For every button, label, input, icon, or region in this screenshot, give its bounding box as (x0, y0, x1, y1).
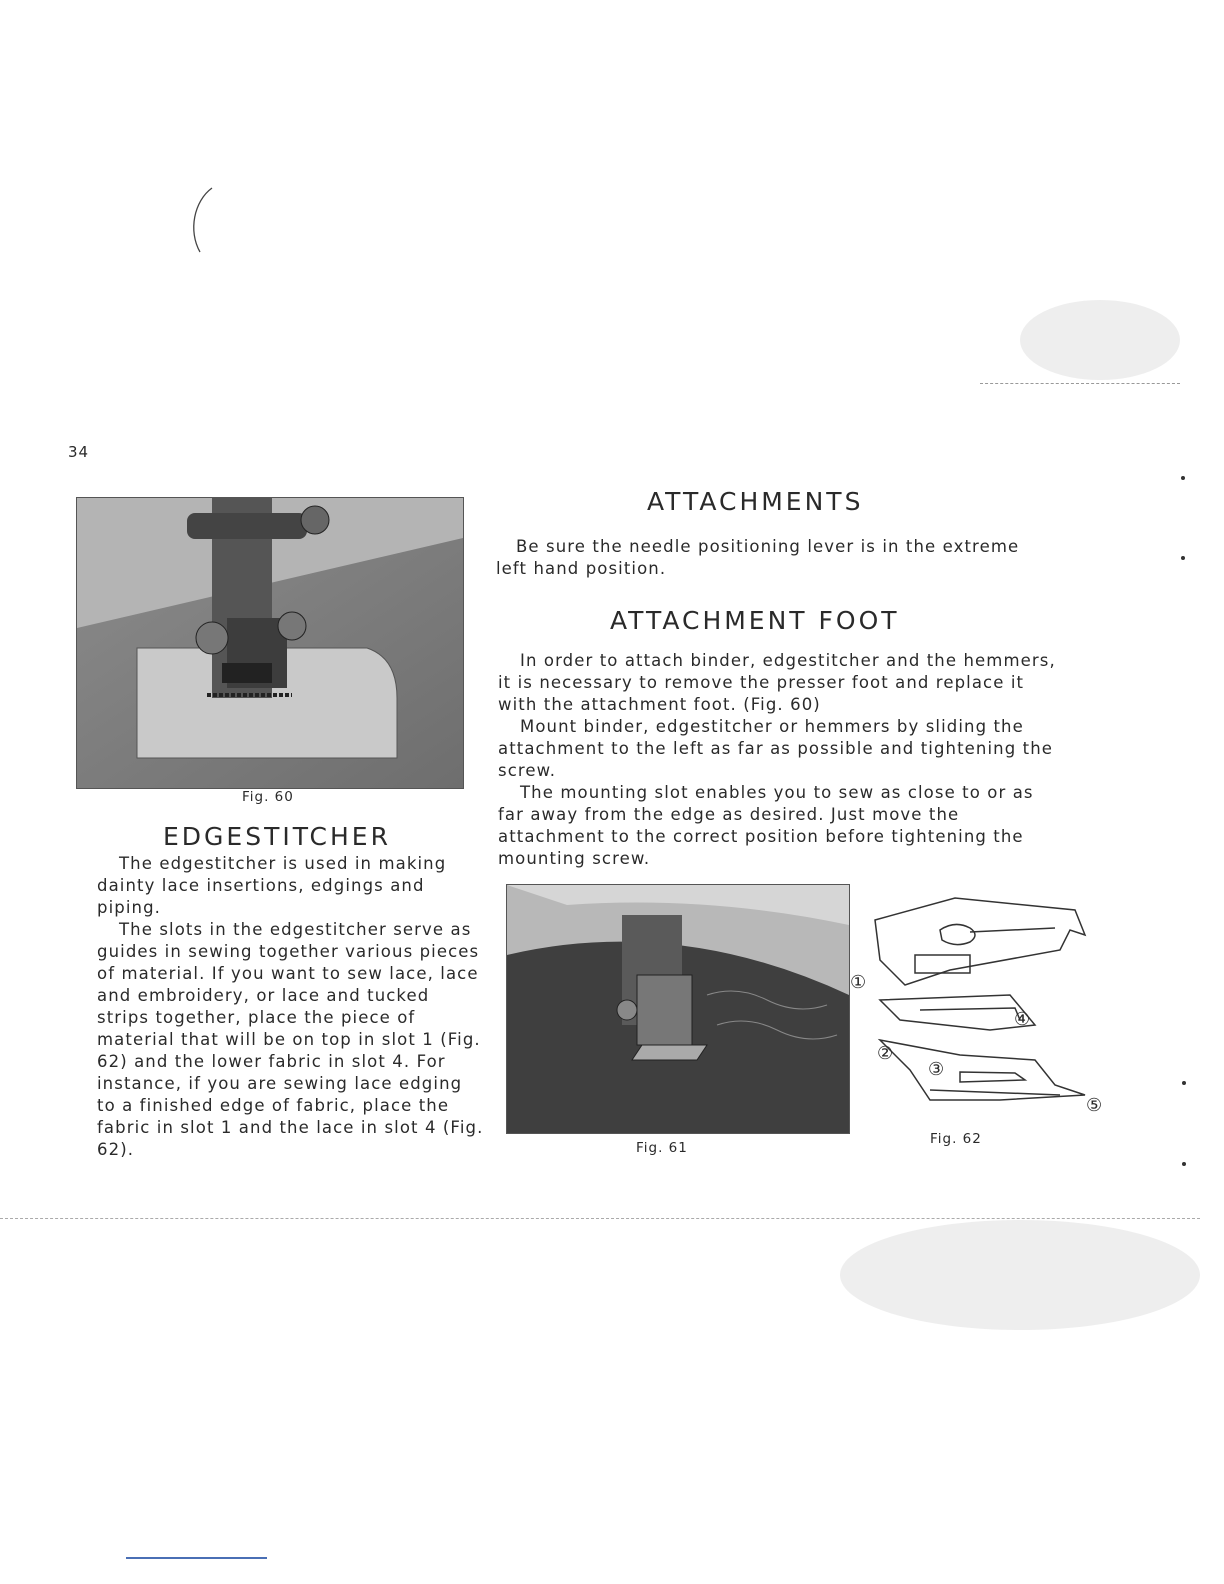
fig60-caption: Fig. 60 (242, 789, 294, 805)
slot-label-1: ① (850, 972, 867, 993)
page-number: 34 (68, 443, 90, 461)
scan-rule-bottom (0, 1218, 1200, 1219)
scan-noise-top-right (1020, 300, 1180, 380)
edgestitcher-text (97, 853, 485, 1161)
slot-label-4: ④ (1014, 1009, 1031, 1030)
slot-label-2: ② (877, 1043, 894, 1064)
edgestitcher-paragraph-2: The slots in the edgestitcher serve as guides in sewing together various pieces of material. If you want to sew lace, lace and embroidery, or lace and tucked strips together, place the piece of material that will be on top in slot 1 (Fig. 62) and the lower fabric in slot 4. For instance, if you are sewing lace edging to a finished edge of fabric, place the fabric in slot 1 and the lace in slot 4 (Fig. 62). (97, 920, 484, 1159)
foot-paragraph-3: The mounting slot enables you to sew as close to or as far away from the edge as desired. Just move the attachment to the correct position before tightening the mounting screw. (498, 783, 1034, 868)
margin-dot (1181, 476, 1185, 480)
margin-dot (1182, 1081, 1186, 1085)
edgestitcher-heading: EDGESTITCHER (163, 822, 391, 851)
attachment-foot-text (498, 650, 1058, 870)
attachment-foot-heading: ATTACHMENT FOOT (610, 606, 900, 635)
scan-rule-top (980, 383, 1180, 384)
slot-label-3: ③ (928, 1059, 945, 1080)
slot-label-5: ⑤ (1086, 1095, 1103, 1116)
fig61-photo (506, 884, 850, 1134)
fig60-photo (76, 497, 464, 789)
scan-underline-mark (126, 1557, 267, 1559)
margin-dot (1181, 556, 1185, 560)
foot-paragraph-2: Mount binder, edgestitcher or hemmers by sliding the attachment to the left as far as possible and tightening the screw. (498, 717, 1054, 780)
edgestitcher-paragraph-1: The edgestitcher is used in making dainty lace insertions, edgings and piping. (97, 854, 447, 917)
fig61-caption: Fig. 61 (636, 1140, 688, 1156)
fig62-edgestitcher-drawing (850, 890, 1110, 1130)
attachments-text: Be sure the needle positioning lever is in the extreme left hand position. (496, 537, 1020, 578)
margin-dot (1182, 1162, 1186, 1166)
scan-bracket-mark (186, 186, 216, 256)
foot-paragraph-1: In order to attach binder, edgestitcher and the hemmers, it is necessary to remove the presser foot and replace it with the attachment foot. (Fig. 60) (498, 651, 1056, 714)
fig62-caption: Fig. 62 (930, 1131, 982, 1147)
attachments-heading: ATTACHMENTS (647, 487, 864, 516)
scan-noise-bottom-right (840, 1220, 1200, 1330)
